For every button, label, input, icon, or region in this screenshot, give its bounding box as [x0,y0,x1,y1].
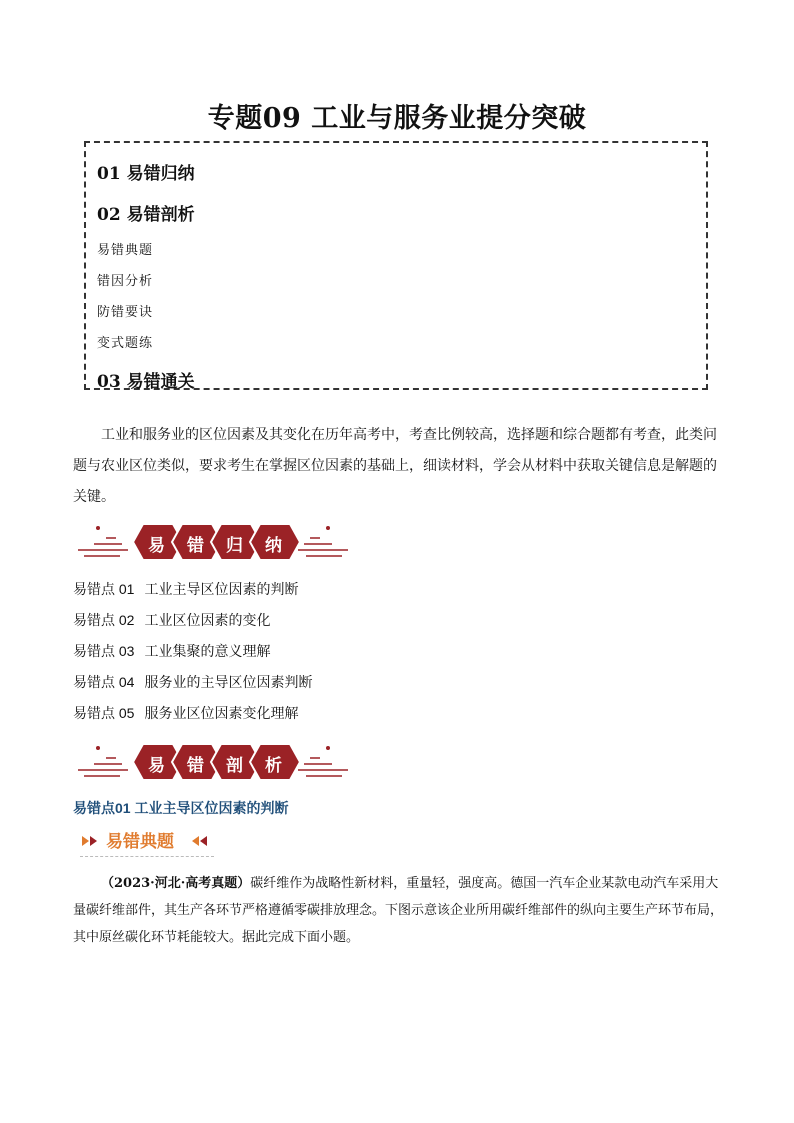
section-label-text: 易错典题 [106,832,174,852]
toc-subitem-error-cause[interactable]: 错因分析 [97,274,154,289]
error-point-text: 服务业的主导区位因素判断 [144,674,313,690]
banner-char: 析 [265,756,282,776]
intro-paragraph: 工业和服务业的区位因素及其变化在历年高考中，考查比例较高，选择题和综合题都有考查，此类问题与农业区位类似，要求考生在掌握区位因素的基础上，细读材料，学会从材料中获取关键信息是解题的关键。 [73,428,717,505]
banner-char: 错 [187,536,204,556]
banner-char: 剖 [226,756,243,776]
triangle-left-icon [192,835,212,847]
error-point-item[interactable] [73,579,298,599]
banner-char: 错 [187,756,204,776]
error-point-text: 工业主导区位因素的判断 [144,581,299,597]
toc-subitem-prevention-tips[interactable]: 防错要诀 [97,305,154,320]
error-point-text: 工业集聚的意义理解 [144,643,271,659]
toc-item-errors-clearance[interactable]: 03 易错通关 [97,372,195,392]
banner-errors-analysis [76,740,350,784]
error-point-text: 服务业区位因素变化理解 [144,705,299,721]
error-point-label: 易错点 03 [73,643,135,659]
triangle-right-icon [82,835,102,847]
toc-item-errors-analysis[interactable]: 02 易错剖析 [97,205,195,225]
toc-item-errors-summary[interactable]: 01 易错归纳 [97,164,195,184]
toc-subitem-typical-questions[interactable]: 易错典题 [97,243,154,258]
banner-errors-summary [76,520,350,564]
question-text: 碳纤维作为战略性新材料，重量轻，强度高。德国一汽车企业某款电动汽车采用大量碳纤维部件，其生产各环节严格遵循零碳排放理念。下图示意该企业所用碳纤维部件的纵向主要生产环节布局，其中原丝碳化环节耗能较大。据此完成下面小题。 [73,876,724,945]
error-point-item[interactable] [73,703,298,723]
banner-decoration [76,520,350,564]
banner-decoration [76,740,350,784]
table-of-contents [84,141,708,390]
banner-char: 易 [148,536,165,556]
error-point-item[interactable] [73,641,270,661]
toc-subitem-variant-practice[interactable]: 变式题练 [97,336,154,351]
error-point-item[interactable] [73,672,312,692]
error-point-label: 易错点 01 [73,581,135,597]
question-source: （2023·河北·高考真题） [101,876,251,891]
banner-char: 纳 [265,536,282,556]
error-point-item[interactable] [73,610,270,630]
error-point-heading: 易错点01 工业主导区位因素的判断 [73,800,289,816]
section-label-typical-questions [80,826,214,857]
page-title: 专题09 工业与服务业提分突破 [207,103,587,134]
error-point-label: 易错点 02 [73,612,135,628]
banner-char: 易 [148,756,165,776]
error-point-label: 易错点 04 [73,674,135,690]
banner-char: 归 [226,536,243,556]
error-point-text: 工业区位因素的变化 [144,612,271,628]
error-point-label: 易错点 05 [73,705,135,721]
question-paragraph [73,870,723,951]
